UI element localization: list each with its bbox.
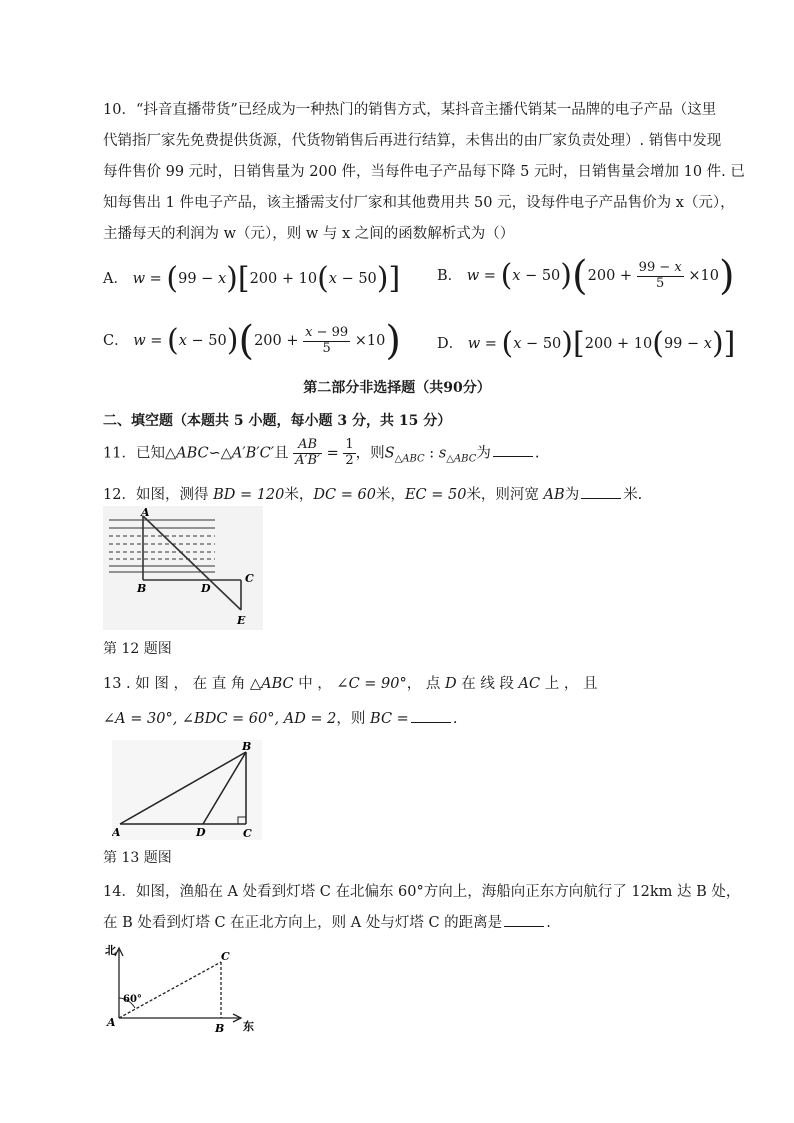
answer-blank bbox=[493, 455, 533, 457]
q14-label-angle: 60° bbox=[123, 994, 142, 1005]
q13-caption: 第 13 题图 bbox=[103, 850, 172, 866]
q10-line-4: 知每售出 1 件电子产品，该主播需支付厂家和其他费用共 50 元，设每件电子产品售价为 x（元）， bbox=[103, 195, 735, 211]
q12-figure bbox=[103, 506, 263, 630]
answer-blank bbox=[411, 721, 451, 723]
q12-label-c: C bbox=[245, 572, 254, 585]
q12-label-b: B bbox=[137, 582, 147, 595]
q13-label-d: D bbox=[196, 826, 206, 839]
q11: 11．已知△ABC∽△A′B′C′且 $\frac{AB}{A'B'}$ = $\frac{1}{2}$ ，则$S_{\triangle ABC}$ : $s_{\triangle ABC}$为 . bbox=[103, 437, 540, 468]
q14-line-1: 14．如图，渔船在 A 处看到灯塔 C 在北偏东 60°方向上，海船向正东方向航行了 12km 达 B 处， bbox=[103, 884, 741, 900]
q10-option-d: D． w = (x − 50)[200 + 10(99 − x)] bbox=[437, 326, 736, 361]
q10-line-2: 代销指厂家先免费提供货源，代货物销售后再进行结算，未售出的由厂家负责处理）. 销售中发现 bbox=[103, 133, 722, 149]
q10-option-c: C． w = (x − 50)(200 + $\frac{x - 99}{5}$ ×10) bbox=[103, 318, 401, 364]
q13-figure bbox=[112, 740, 262, 840]
q10-line-5: 主播每天的利润为 w（元），则 w 与 x 之间的函数解析式为（） bbox=[103, 226, 515, 242]
q14-label-b: B bbox=[215, 1022, 225, 1035]
q14-label-a: A bbox=[107, 1016, 116, 1029]
q13-label-b: B bbox=[242, 740, 252, 753]
q12-caption: 第 12 题图 bbox=[103, 641, 172, 657]
answer-blank bbox=[504, 925, 544, 927]
q13-line-1: 13 . 如 图 ， 在 直 角 △ABC 中 ， ∠C = 90°， 点 D 在 线 段 AC 上 ， 且 bbox=[103, 676, 598, 692]
q10-line-3: 每件售价 99 元时，日销售量为 200 件，当每件电子产品每下降 5 元时，日销售量会增加 10 件. 已 bbox=[103, 164, 745, 180]
q13-label-c: C bbox=[243, 827, 252, 840]
q14-label-north: 北 bbox=[105, 944, 116, 957]
q12-label-e: E bbox=[237, 614, 246, 627]
q12-label-a: A bbox=[141, 506, 150, 519]
q14-label-east: 东 bbox=[243, 1020, 254, 1033]
q10-option-b: B． w = (x − 50)(200 + $\frac{99 - x}{5}$ ×10) bbox=[437, 253, 735, 299]
section2-header: 二、填空题（本题共 5 小题，每小题 3 分，共 15 分） bbox=[103, 413, 452, 429]
q10-option-a: A． w = (99 − x)[200 + 10(x − 50)] bbox=[103, 261, 401, 296]
answer-blank bbox=[581, 497, 621, 499]
q13-line-2: ∠A = 30°, ∠BDC = 60°, AD = 2，则 BC = . bbox=[103, 711, 458, 727]
q13-label-a: A bbox=[112, 826, 121, 839]
q12-label-d: D bbox=[201, 582, 211, 595]
section-title: 第二部分非选择题（共90分） bbox=[303, 380, 491, 396]
q12: 12．如图，测得 BD = 120米，DC = 60米，EC = 50米，则河宽 AB为 米. bbox=[103, 487, 643, 503]
q14-label-c: C bbox=[221, 950, 230, 963]
q10-line-1: 10．“抖音直播带货”已经成为一种热门的销售方式，某抖音主播代销某一品牌的电子产品（这里 bbox=[103, 102, 717, 118]
q14-figure bbox=[103, 940, 263, 1035]
q14-line-2: 在 B 处看到灯塔 C 在正北方向上，则 A 处与灯塔 C 的距离是 . bbox=[103, 915, 551, 931]
